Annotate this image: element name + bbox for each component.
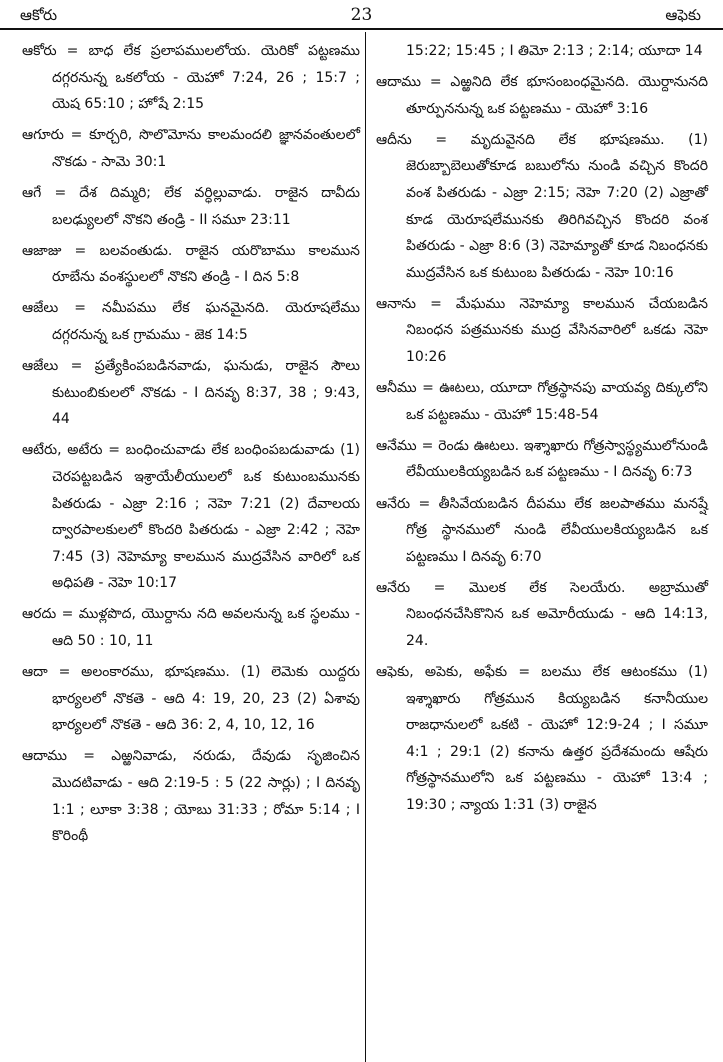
column-divider xyxy=(365,32,367,1062)
dictionary-entry xyxy=(22,353,360,433)
entry-headword: ఆఫెకు, అపెకు, అఫేకు xyxy=(376,664,508,681)
entry-headword: ఆగే xyxy=(22,184,42,201)
entry-definition: = మృదువైనది లేక భూషణము. (1) జెరుబ్బాబెలుతోకూడ బబులోను నుండి వచ్చిన కొందరి వంశ పితరుడు - ఎజ్రా 2:15; నెహె 7:20 (2) ఎజ్రాతో కూడ యెరూషలేమునకు తిరిగివచ్చిన కొందరి వంశ పితరుడు - ఎజ్రా 8:6 (3) నెహెమ్యాతో కూడ నిబంధనకు ముద్రవేసిన ఒక కుటుంబ పితరుడు - నెహె 10:16 xyxy=(406,131,709,281)
dictionary-entry xyxy=(376,433,708,486)
entry-definition: = మేఘము నెహెమ్యా కాలమున చేయబడిన నిబంధన పత్రమునకు ముద్ర వేసినవారిలో ఒకడు నెహె 10:26 xyxy=(406,295,709,366)
dictionary-entry xyxy=(22,437,360,597)
entry-definition: = రెండు ఊటలు. ఇశ్శాఖారు గోత్రస్వాస్థ్యములోనుండి లేవీయులకియ్యబడిన ఒక పట్టణము - I దినవృ 6:73 xyxy=(406,437,708,481)
dictionary-entry xyxy=(376,375,708,428)
page-number: 23 xyxy=(350,5,373,25)
entry-definition: = నమీపము లేక ఘనమైనది. యెరూషలేము దగ్గరనున్న ఒక గ్రామము - జెక 14:5 xyxy=(52,300,361,343)
entry-definition: = దేశ దిమ్మరి; లేక వర్ధిల్లువాడు. రాజైన దావీదు బలఢ్యులలో నొకని తండ్రి - II సమూ 23:11 xyxy=(52,184,360,228)
entry-headword: ఆగూరు xyxy=(22,127,64,144)
dictionary-entry xyxy=(22,180,360,233)
entry-definition: = ప్రత్యేకింపబడినవాడు, ఘనుడు, రాజైన సౌలు కుటుంబికులలో నొకడు - I దినవృ 8:37, 38 ; 9:43, 44 xyxy=(52,358,360,428)
dictionary-entry xyxy=(376,491,708,571)
dictionary-entry xyxy=(376,69,708,122)
entry-definition: = బలము లేక ఆటంకము (1) ఇశ్శాఖారు గోత్రమున కియ్యబడిన కనానీయుల రాజధానులలో ఒకటి - యెహో 12:9-24 ; I సమూ 4:1 ; 29:1 (2) కనాను ఉత్తర ప్రదేశమందు ఆషేరు గోత్రస్థానములోని ఒక పట్టణము - యెహో 13:4 ; 19:30 ; న్యాయ 1:31 (3) రాజైన xyxy=(406,664,708,814)
entry-definition: = బలవంతుడు. రాజైన యరొబాము కాలమున రూబేను వంశస్థులలో నొకని తండ్రి - I దిన 5:8 xyxy=(52,242,360,286)
left-column xyxy=(22,38,360,854)
entry-definition: = అలంకారము, భూషణము. (1) లెమెకు యిద్దరు భార్యలలో నొకతె - ఆది 4: 19, 20, 23 (2) ఏశావు భార్యలలో నొకతె - ఆది 36: 2, 4, 10, 12, 16 xyxy=(52,664,361,734)
dictionary-entry xyxy=(22,295,360,348)
entry-definition: 15:22; 15:45 ; I తిమో 2:13 ; 2:14; యూదా 14 xyxy=(406,43,703,59)
entry-headword: ఆనేము xyxy=(376,437,417,454)
entry-headword: ఆకోరు xyxy=(22,43,57,59)
dictionary-entry xyxy=(376,659,708,819)
entry-definition: = ఎఱ్ఱనిది లేక భూసంబంధమైనది. యొర్దానునది తూర్పుననున్న ఒక పట్టణము - యెహో 3:16 xyxy=(406,74,709,117)
entry-headword: ఆటేరు, అటేరు xyxy=(22,442,103,459)
dictionary-entry xyxy=(22,38,360,118)
dictionary-entry xyxy=(376,291,708,371)
entry-headword: ఆదా xyxy=(22,664,48,681)
entry-headword: ఆజాజు xyxy=(22,242,62,259)
dictionary-entry xyxy=(22,743,360,849)
page-header xyxy=(0,0,723,30)
entry-headword: ఆజేలు xyxy=(22,358,59,375)
entry-definition: = ఊటలు, యూదా గోత్రస్థానపు వాయవ్య దిక్కులోని ఒక పట్టణము - యెహో 15:48-54 xyxy=(406,380,708,423)
dictionary-entry xyxy=(22,659,360,739)
entry-headword: ఆరదు xyxy=(22,606,57,623)
dictionary-entry xyxy=(22,601,360,654)
header-last-word: ఆఫెకు xyxy=(665,6,701,24)
dictionary-entry xyxy=(376,575,708,655)
entry-definition: = బాధ లేక ప్రలాపములలోయ. యెరికో పట్టణము దగ్గరనున్న ఒకలోయ - యెహో 7:24, 26 ; 15:7 ; యెష 65:10 ; హోషే 2:15 xyxy=(52,43,361,113)
header-first-word: ఆకోరు xyxy=(20,6,58,24)
entry-headword: ఆనేరు xyxy=(376,495,411,512)
dictionary-entry xyxy=(376,38,708,65)
entry-headword: ఆదాము xyxy=(376,74,421,91)
entry-headword: ఆజేలు xyxy=(22,300,59,317)
dictionary-entry xyxy=(22,238,360,291)
entry-definition: = బంధించువాడు లేక బంధింపబడువాడు (1) చెరపట్టబడిన ఇశ్రాయేలీయులలో ఒక కుటుంబమునకు పితరుడు - ఎజ్రా 2:16 ; నెహె 7:21 (2) దేవాలయ ద్వారపాలకులలో కొందరి పితరుడు - ఎజ్రా 2:42 ; నెహె 7:45 (3) నెహెమ్యా కాలమున ముద్రవేసిన వారిలో ఒక అధిపతి - నెహె 10:17 xyxy=(52,442,360,592)
dictionary-entry xyxy=(22,122,360,175)
entry-headword: ఆనేరు xyxy=(376,579,411,596)
entry-definition: = మొలక లేక సెలయేరు. అబ్రాముతో నిబంధనచేసికొనిన ఒక అమోరీయుడు - ఆది 14:13, 24. xyxy=(406,579,708,649)
entry-definition: = ముళ్లపొద, యొర్దాను నది అవలనున్న ఒక స్థలము - ఆది 50 : 10, 11 xyxy=(52,606,361,649)
entry-headword: ఆనాను xyxy=(376,295,416,312)
dictionary-entry xyxy=(376,127,708,287)
entry-definition: = ఎఱ్ఱనివాడు, నరుడు, దేవుడు సృజించిన మొదటివాడు - ఆది 2:19-5 : 5 (22 సార్లు) ; I దినవృ 1:1 ; లూకా 3:38 ; యోబు 31:33 ; రోమా 5:14 ; I కొరింథీ xyxy=(52,748,360,845)
entry-definition: = కూర్చరి, సొలొమోను కాలమందలి జ్ఞానవంతులలో నొకడు - సామె 30:1 xyxy=(52,127,360,170)
entry-headword: ఆనీము xyxy=(376,380,417,397)
entry-headword: ఆదీను xyxy=(376,131,412,148)
entry-headword: ఆదాము xyxy=(22,748,67,765)
entry-definition: = తీసివేయబడిన దీపము లేక జలపాతము మనష్షే గోత్ర స్థానములో నుండి లేవీయులకియ్యబడిన ఒక పట్టణము I దినవృ 6:70 xyxy=(406,495,708,565)
right-column xyxy=(376,38,708,823)
